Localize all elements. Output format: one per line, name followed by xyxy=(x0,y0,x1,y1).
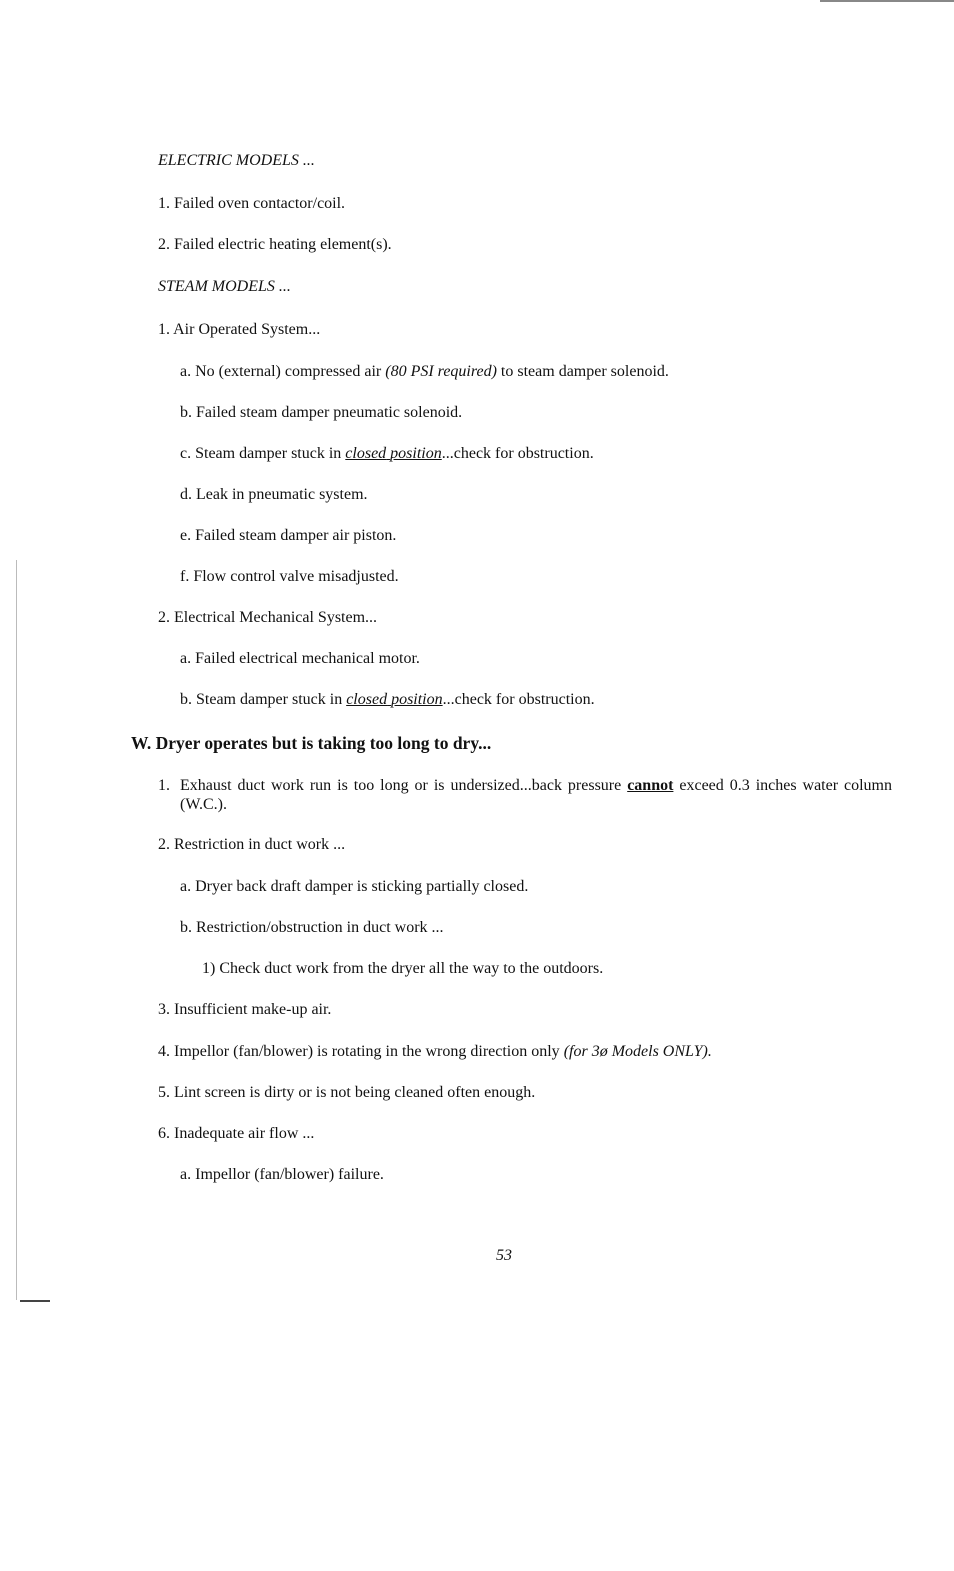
w-item-2 xyxy=(158,835,345,855)
item-number: c. xyxy=(180,445,192,462)
w-item-5 xyxy=(158,1083,535,1103)
item-text: Leak in pneumatic system. xyxy=(196,486,368,503)
item-number: 1. xyxy=(158,321,170,338)
steam-models-heading: STEAM MODELS ... xyxy=(158,278,291,295)
scan-edge-top xyxy=(820,0,954,2)
page-number: 53 xyxy=(496,1247,512,1264)
section-title: Dryer operates but is taking too long to dry... xyxy=(155,733,492,753)
item-italic: (80 PSI required) xyxy=(385,363,497,380)
steam-item-1c xyxy=(180,444,594,464)
item-number: f. xyxy=(180,568,190,585)
w-item-2a xyxy=(180,877,528,897)
steam-item-2 xyxy=(158,608,377,628)
item-number: 5. xyxy=(158,1084,170,1101)
item-number: 2. xyxy=(158,236,170,253)
steam-item-1b xyxy=(180,403,462,423)
item-emphasis-cannot: cannot xyxy=(627,777,674,794)
item-text-end: ...check for obstruction. xyxy=(442,691,595,708)
item-emphasis-closed: closed xyxy=(346,691,388,708)
steam-item-1a xyxy=(180,362,669,382)
item-text: Failed electric heating element(s). xyxy=(174,236,392,253)
w-item-4 xyxy=(158,1042,712,1062)
item-text-end: to steam damper solenoid. xyxy=(496,363,669,380)
w-item-2b1 xyxy=(202,959,603,979)
item-text: Insufficient make-up air. xyxy=(174,1001,332,1018)
item-text: Impellor (fan/blower) failure. xyxy=(195,1166,384,1183)
item-number: 2. xyxy=(158,609,170,626)
item-emphasis-closed: closed xyxy=(345,445,387,462)
item-number: 2. xyxy=(158,836,170,853)
item-text: Failed oven contactor/coil. xyxy=(174,195,346,212)
section-w-heading xyxy=(131,733,491,753)
section-label: W. xyxy=(131,733,152,753)
item-italic: (for 3ø Models ONLY). xyxy=(563,1043,712,1060)
scan-edge-left xyxy=(16,560,17,1300)
item-text-block xyxy=(180,776,892,814)
item-number: a. xyxy=(180,878,192,895)
steam-item-2a xyxy=(180,649,420,669)
item-text-end: exceed 0.3 inches water column (W.C.). xyxy=(180,777,892,813)
item-number: a. xyxy=(180,1166,192,1183)
item-text: Failed electrical mechanical motor. xyxy=(195,650,420,667)
item-text: Restriction in duct work ... xyxy=(174,836,346,853)
item-text: Failed steam damper pneumatic solenoid. xyxy=(196,404,463,421)
w-item-2b xyxy=(180,918,444,938)
item-text: Check duct work from the dryer all the way to the outdoors. xyxy=(219,960,604,977)
item-text: Dryer back draft damper is sticking partially closed. xyxy=(195,878,529,895)
steam-item-1f xyxy=(180,567,399,587)
item-number: 6. xyxy=(158,1125,170,1142)
item-number: b. xyxy=(180,691,192,708)
item-text: Electrical Mechanical System... xyxy=(174,609,378,626)
item-text: Flow control valve misadjusted. xyxy=(193,568,399,585)
item-number: b. xyxy=(180,404,192,421)
w-item-3 xyxy=(158,1000,331,1020)
item-number: a. xyxy=(180,650,192,667)
electric-item-2 xyxy=(158,235,392,255)
w-item-6 xyxy=(158,1124,314,1144)
steam-item-1d xyxy=(180,485,368,505)
item-text: Inadequate air flow ... xyxy=(174,1125,315,1142)
item-number: 1) xyxy=(202,960,216,977)
item-text: Impellor (fan/blower) is rotating in the wrong direction only xyxy=(174,1043,564,1060)
item-text: No (external) compressed air xyxy=(195,363,386,380)
item-number: b. xyxy=(180,919,192,936)
item-number: e. xyxy=(180,527,192,544)
scan-mark xyxy=(20,1300,50,1302)
item-text: Restriction/obstruction in duct work ... xyxy=(196,919,444,936)
steam-item-2b xyxy=(180,690,595,710)
item-number: a. xyxy=(180,363,192,380)
steam-item-1 xyxy=(158,320,320,340)
item-number: 1. xyxy=(158,777,170,794)
electric-models-heading: ELECTRIC MODELS ... xyxy=(158,152,315,169)
item-number: d. xyxy=(180,486,192,503)
item-emphasis-position: position xyxy=(390,445,442,462)
item-text: Lint screen is dirty or is not being cleaned often enough. xyxy=(174,1084,536,1101)
item-number: 4. xyxy=(158,1043,170,1060)
w-item-6a xyxy=(180,1165,384,1185)
electric-item-1 xyxy=(158,194,345,214)
item-text-end: ...check for obstruction. xyxy=(441,445,594,462)
item-emphasis-position: position xyxy=(391,691,443,708)
item-number: 3. xyxy=(158,1001,170,1018)
steam-item-1e xyxy=(180,526,396,546)
item-number: 1. xyxy=(158,195,170,212)
item-text: Failed steam damper air piston. xyxy=(195,527,397,544)
item-text: Steam damper stuck in xyxy=(195,445,346,462)
item-text: Exhaust duct work run is too long or is undersized...back pressure xyxy=(180,777,628,794)
item-text: Air Operated System... xyxy=(173,321,321,338)
item-text: Steam damper stuck in xyxy=(196,691,347,708)
